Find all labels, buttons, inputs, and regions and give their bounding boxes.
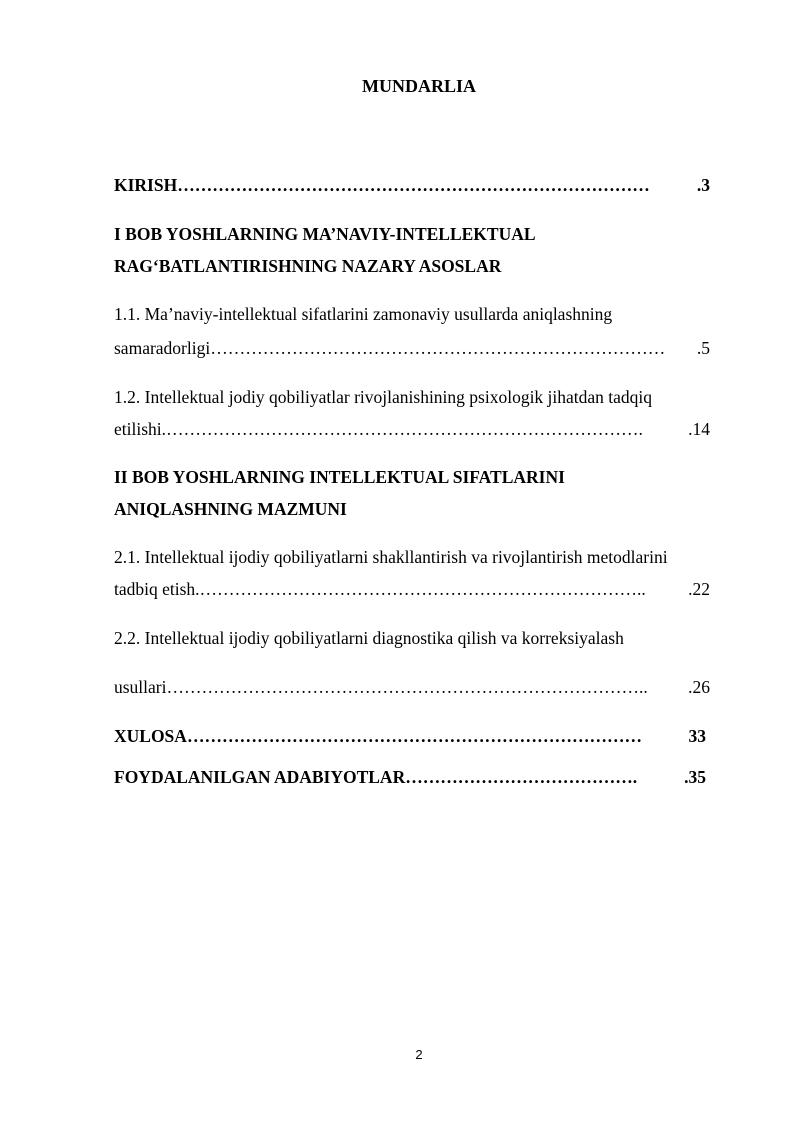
toc-entry-bibliography <box>114 766 706 788</box>
toc-section-1-2-line1: 1.2. Intellektual jodiy qobiliyatlar rivojlanishining psixologik jihatdan tadqiq <box>114 387 653 407</box>
toc-entry-label: tadbiq etish. <box>114 579 200 599</box>
toc-entry-label: KIRISH <box>114 175 178 195</box>
toc-entry-page: .5 <box>696 338 710 358</box>
toc-entry-label: XULOSA <box>114 726 187 746</box>
toc-chapter-2-heading-line2: ANIQLASHNING MAZMUNI <box>114 499 347 519</box>
toc-entry-label: samaradorligi <box>114 338 211 358</box>
toc-entry-label: usullari <box>114 677 167 697</box>
toc-entry-xulosa <box>114 725 706 747</box>
toc-entry-leader: …………………………………………………………………… <box>186 726 642 746</box>
toc-chapter-1-heading-line1: I BOB YOSHLARNING MA’NAVIY-INTELLEKTUAL <box>114 224 536 244</box>
toc-section-2-1-line2 <box>114 578 710 600</box>
toc-entry-leader: …………………………………………………………………… <box>210 338 666 358</box>
toc-entry-leader: ……………………………………………………………………… <box>177 175 650 195</box>
page-number: 2 <box>415 1047 423 1062</box>
toc-entry-label: FOYDALANILGAN ADABIYOTLAR <box>114 767 406 787</box>
toc-section-1-2-line2 <box>114 418 710 440</box>
toc-entry-page: .35 <box>684 767 706 787</box>
toc-entry-leader: …………………………………. <box>405 767 638 787</box>
toc-entry-leader: ………………………………………………………………………. <box>166 419 643 439</box>
toc-section-1-1-line1: 1.1. Ma’naviy-intellektual sifatlarini zamonaviy usullarda aniqlashning <box>114 304 613 324</box>
toc-entry-page: .26 <box>688 677 710 697</box>
toc-entry-label: etilishi. <box>114 419 167 439</box>
toc-section-2-2-line2 <box>114 676 710 698</box>
toc-section-2-1-line1: 2.1. Intellektual ijodiy qobiliyatlarni shakllantirish va rivojlantirish metodlarini <box>114 547 668 567</box>
toc-entry-leader: ………………………………………………………………….. <box>199 579 646 599</box>
toc-section-1-1-line2 <box>114 337 710 359</box>
toc-entry-page: .22 <box>688 579 710 599</box>
toc-entry-page: .14 <box>688 419 710 439</box>
toc-entry-page: .3 <box>696 175 710 195</box>
toc-chapter-2-heading-line1: II BOB YOSHLARNING INTELLEKTUAL SIFATLARINI <box>114 467 565 487</box>
toc-entry-leader: ……………………………………………………………………….. <box>166 677 648 697</box>
toc-section-2-2-line1: 2.2. Intellektual ijodiy qobiliyatlarni diagnostika qilish va korreksiyalash <box>114 628 624 648</box>
toc-title: MUNDARLIA <box>362 76 476 96</box>
toc-entry-page: 33 <box>688 726 706 746</box>
toc-chapter-1-heading-line2: RAG‘BATLANTIRISHNING NAZARY ASOSLAR <box>114 256 502 276</box>
toc-entry-kirish <box>114 174 710 196</box>
